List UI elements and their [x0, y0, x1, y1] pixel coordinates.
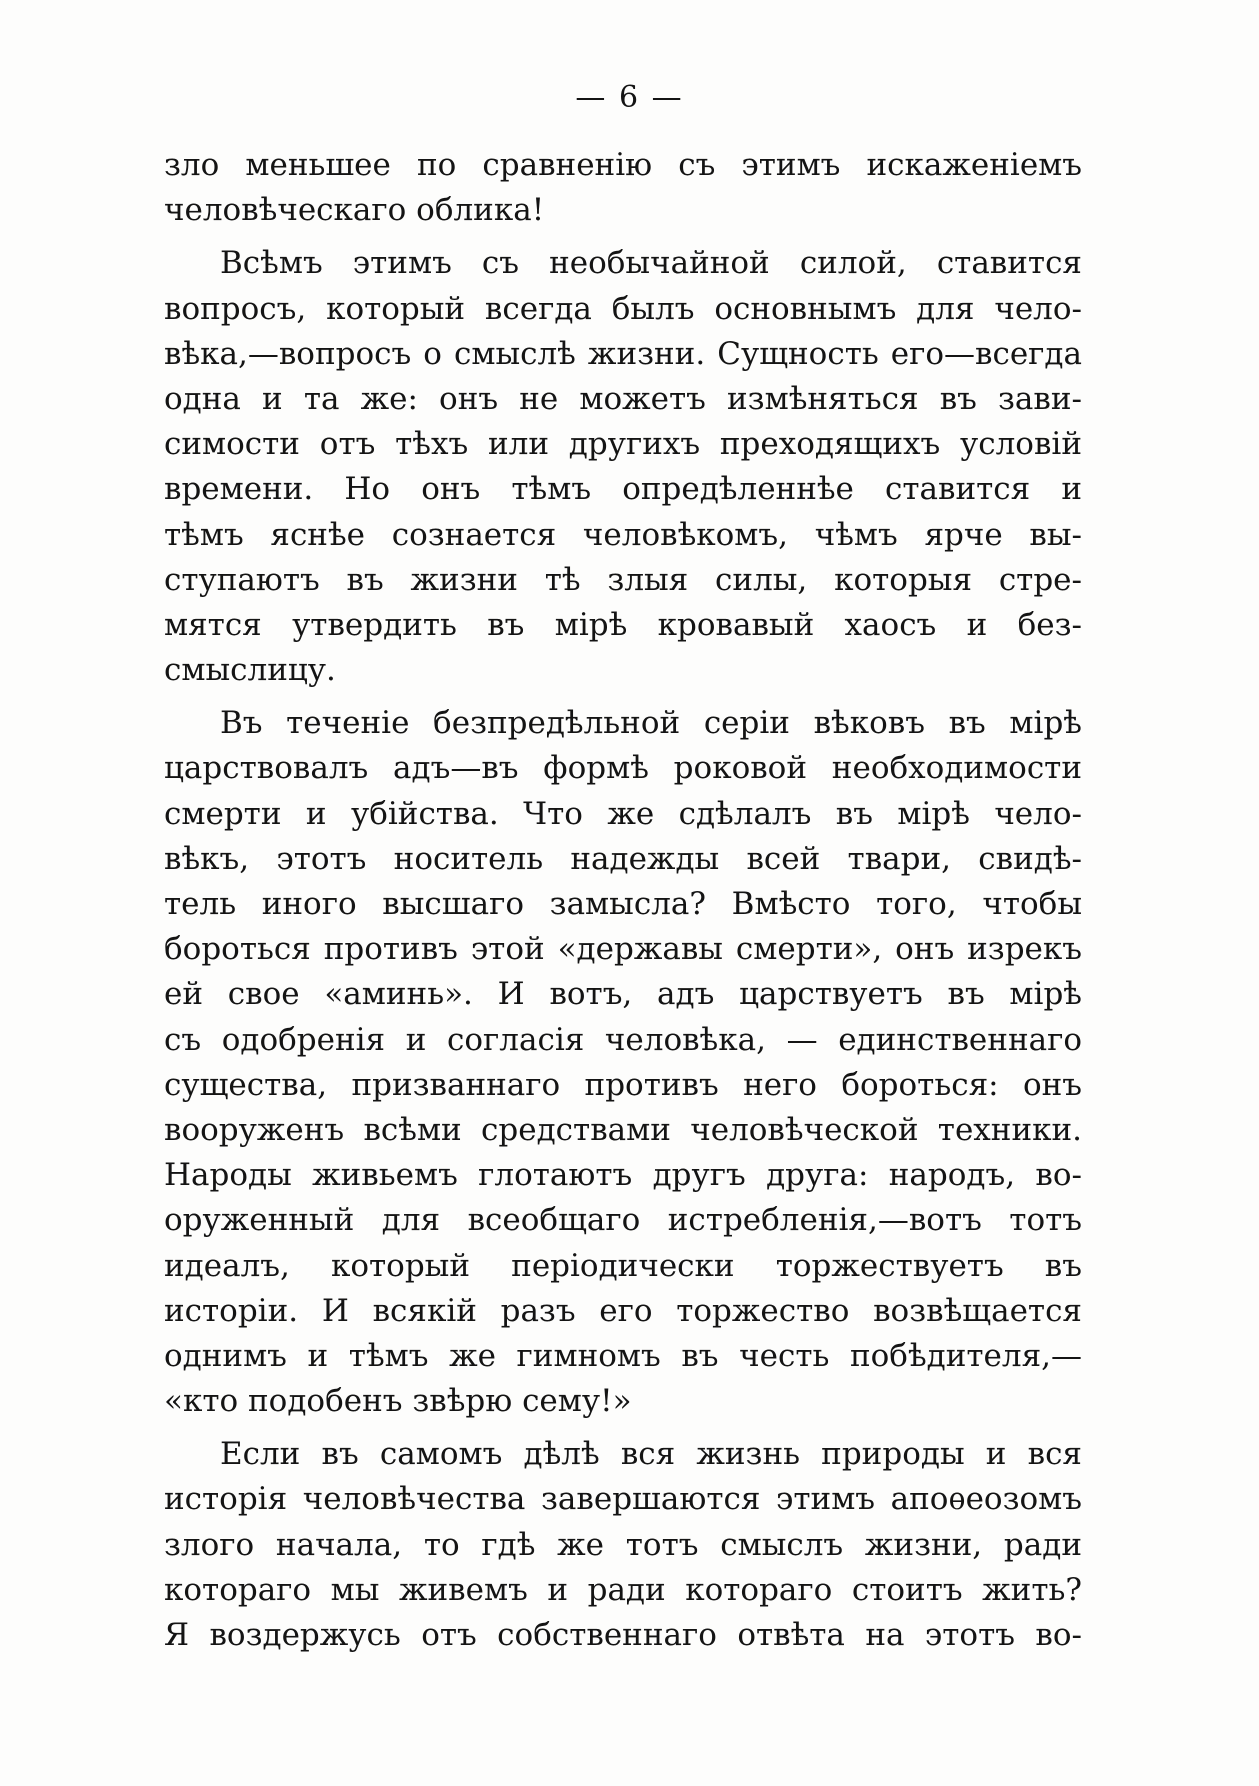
text-line: зло меньшее по сравненію съ этимъ искаженіемъ [164, 147, 1082, 183]
text-line: оруженный для всеобщаго истребленія,—вотъ тотъ [164, 1202, 1082, 1239]
text-line: Я воздержусь отъ собственнаго отвѣта на этотъ во- [164, 1617, 1082, 1653]
paragraph [164, 1432, 1082, 1658]
text-line: Если въ самомъ дѣлѣ вся жизнь природы и вся [220, 1436, 1082, 1473]
text-line: вооруженъ всѣми средствами человѣческой техники. [164, 1111, 1082, 1148]
paragraph [164, 143, 1082, 233]
text-line: «кто подобенъ звѣрю сему!» [164, 1383, 632, 1420]
text-line: смерти и убійства. Что же сдѣлалъ въ мірѣ чело- [164, 795, 1082, 832]
text-line: существа, призваннаго противъ него бороться: онъ [164, 1066, 1082, 1103]
text-line: одна и та же: онъ не можетъ измѣняться въ зави- [164, 380, 1082, 417]
text-line: идеалъ, который періодически торжествуетъ въ [164, 1247, 1082, 1284]
text-line: исторія человѣчества завершаются этимъ апоѳеозомъ [164, 1481, 1082, 1518]
body-text [164, 143, 1082, 1658]
text-line: царствовалъ адъ—въ формѣ роковой необходимости [164, 750, 1082, 787]
text-line: вѣка,—вопросъ о смыслѣ жизни. Сущность его—всегда [164, 335, 1082, 372]
text-line: съ одобренія и согласія человѣка, — единственнаго [164, 1021, 1082, 1058]
text-line: ступаютъ въ жизни тѣ злыя силы, которыя стре- [164, 561, 1082, 598]
text-line: бороться противъ этой «державы смерти», онъ изрекъ [164, 931, 1082, 968]
text-line: времени. Но онъ тѣмъ опредѣленнѣе ставится и [164, 471, 1082, 508]
text-line: Народы живьемъ глотаютъ другъ друга: народъ, во- [164, 1157, 1082, 1194]
text-line: мятся утвердить въ мірѣ кровавый хаосъ и без- [164, 606, 1082, 643]
page-number: — 6 — [575, 80, 684, 115]
text-line: человѣческаго облика! [164, 192, 545, 229]
text-line: тѣмъ яснѣе сознается человѣкомъ, чѣмъ ярче вы- [164, 516, 1082, 553]
text-line: исторіи. И всякій разъ его торжество возвѣщается [164, 1292, 1082, 1329]
text-line: котораго мы живемъ и ради котораго стоитъ жить? [164, 1571, 1082, 1608]
text-line: ей свое «аминь». И вотъ, адъ царствуетъ въ мірѣ [164, 976, 1082, 1013]
text-line: тель иного высшаго замысла? Вмѣсто того, чтобы [164, 886, 1082, 922]
text-line: Въ теченіе безпредѣльной серіи вѣковъ въ мірѣ [220, 705, 1082, 742]
text-line: вѣкъ, этотъ носитель надежды всей твари, свидѣ- [164, 840, 1082, 877]
paragraph [164, 241, 1082, 693]
text-line: Всѣмъ этимъ съ необычайной силой, ставится [220, 245, 1082, 282]
text-line: симости отъ тѣхъ или другихъ преходящихъ условій [164, 426, 1082, 463]
text-line: злого начала, то гдѣ же тотъ смыслъ жизни, ради [164, 1526, 1082, 1563]
text-line: вопросъ, который всегда былъ основнымъ для чело- [164, 290, 1082, 327]
text-line: однимъ и тѣмъ же гимномъ въ честь побѣдителя,— [164, 1337, 1082, 1374]
text-line: смыслицу. [164, 652, 336, 689]
paragraph [164, 701, 1082, 1424]
